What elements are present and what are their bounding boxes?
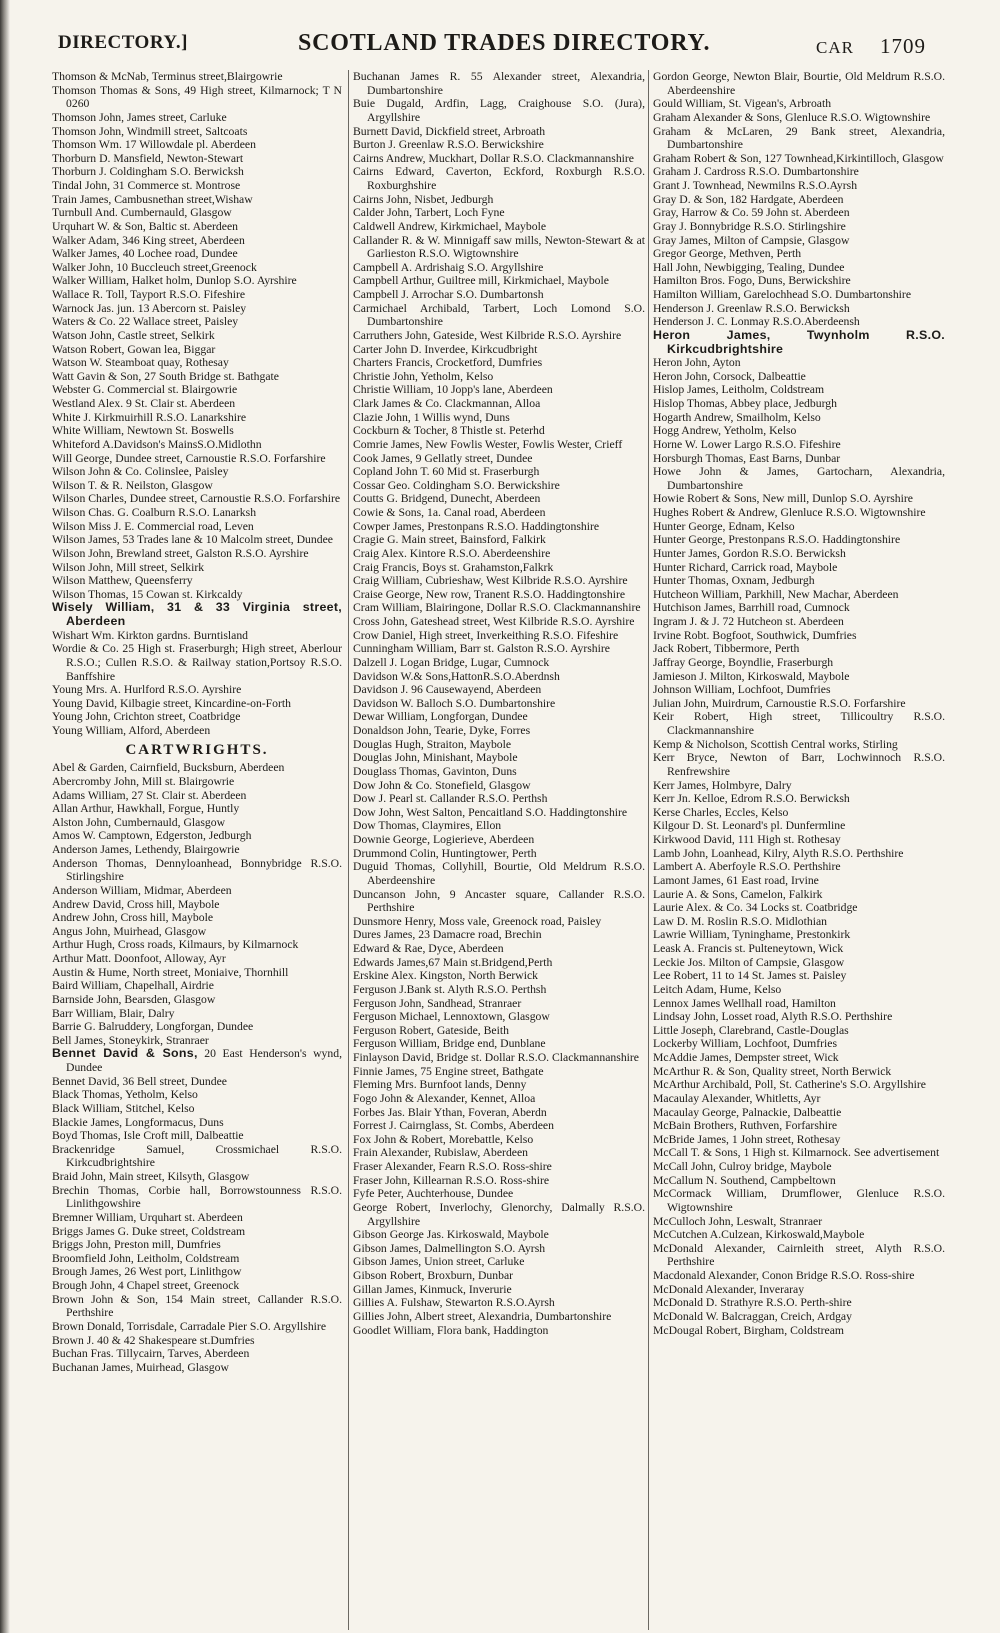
directory-entry: Angus John, Muirhead, Glasgow: [52, 924, 207, 938]
directory-entry: Edwards James,67 Main st.Bridgend,Perth: [353, 955, 553, 969]
directory-entry: Duguid Thomas, Collyhill, Bourtie, Old Meldrum R.S.O. Aberdeenshire: [353, 860, 645, 887]
directory-entry: Gibson Robert, Broxburn, Dunbar: [353, 1269, 514, 1282]
directory-entry: Ferguson Robert, Gateside, Beith: [353, 1023, 509, 1037]
directory-entry: McCulloch John, Leswalt, Stranraer: [653, 1214, 823, 1228]
directory-entry: Cockburn & Tocher, 8 Thistle st. Peterhd: [353, 424, 545, 438]
directory-entry: Douglass Thomas, Gavinton, Duns: [353, 764, 517, 778]
directory-entry: Dow John & Co. Stonefield, Glasgow: [353, 778, 531, 792]
directory-entry: Gillies John, Albert street, Alexandria, Dumbartonshire: [353, 1309, 612, 1323]
directory-entry: Campbell Arthur, Guiltree mill, Kirkmichael, Maybole: [353, 274, 609, 288]
directory-entry: Broomfield John, Leitholm, Coldstream: [52, 1251, 240, 1265]
directory-entry: Fox John & Robert, Morebattle, Kelso: [353, 1132, 534, 1146]
directory-entry: Dalzell J. Logan Bridge, Lugar, Cumnock: [353, 655, 550, 669]
directory-entry: Andrew David, Cross hill, Maybole: [52, 897, 220, 911]
directory-entry: Kirkwood David, 111 High st. Rothesay: [653, 833, 841, 846]
directory-entry: Comrie James, New Fowlis Wester, Fowlis Wester, Crieff: [353, 437, 623, 451]
directory-entry: Frain Alexander, Rubislaw, Aberdeen: [353, 1146, 529, 1160]
directory-entry: Henderson J. Greenlaw R.S.O. Berwicksh: [653, 301, 850, 315]
directory-entry: Craig Francis, Boys st. Grahamston,Falkrk: [353, 560, 554, 574]
directory-entry: Thorburn J. Coldingham S.O. Berwicksh: [52, 165, 244, 179]
directory-entry: Duncanson John, 9 Ancaster square, Callander R.S.O. Perthshire: [353, 887, 645, 915]
directory-entry: Cairns Andrew, Muckhart, Dollar R.S.O. Clackmannanshire: [353, 151, 634, 165]
directory-entry: McDonald Alexander, Inveraray: [653, 1282, 805, 1296]
directory-entry: Graham J. Cardross R.S.O. Dumbartonshire: [653, 165, 859, 179]
directory-column-3: [648, 70, 945, 1630]
directory-entry: Graham Robert & Son, 127 Townhead,Kirkintilloch, Glasgow: [653, 151, 944, 165]
directory-entry: Hutcheon William, Parkhill, New Machar, Aberdeen: [653, 587, 899, 601]
directory-entry: Coutts G. Bridgend, Dunecht, Aberdeen: [353, 492, 541, 506]
directory-entry: Watson Robert, Gowan lea, Biggar: [52, 342, 216, 356]
directory-entry: Lockerby William, Lochfoot, Dumfries: [653, 1037, 837, 1051]
directory-entry: Brown John & Son, 154 Main street, Callander R.S.O. Perthshire: [52, 1292, 342, 1320]
directory-entry: McArthur Archibald, Poll, St. Catherine's S.O. Argyllshire: [653, 1078, 926, 1092]
directory-entry: Brough John, 4 Chapel street, Greenock: [52, 1279, 240, 1292]
directory-entry: Christie William, 10 Jopp's lane, Aberdeen: [353, 383, 553, 397]
directory-entry: Brough James, 26 West port, Linlithgow: [52, 1265, 242, 1279]
directory-entry: Waters & Co. 22 Wallace street, Paisley: [52, 315, 239, 329]
directory-entry: White William, Newtown St. Boswells: [52, 424, 234, 438]
directory-entry: Turnbull And. Cumbernauld, Glasgow: [52, 206, 232, 220]
directory-entry: Anderson James, Lethendy, Blairgowrie: [52, 843, 240, 856]
directory-entry: Wilson John, Brewland street, Galston R.S.O. Ayrshire: [52, 546, 309, 560]
directory-entry: Gray J. Bonnybridge R.S.O. Stirlingshire: [653, 219, 846, 233]
directory-entry: Barr William, Blair, Dalry: [52, 1006, 175, 1020]
directory-entry: Hunter Richard, Carrick road, Maybole: [653, 560, 838, 574]
directory-entry: Wilson Matthew, Queensferry: [52, 574, 193, 588]
directory-entry: Abel & Garden, Cairnfield, Bucksburn, Aberdeen: [52, 761, 285, 775]
directory-entry: Drummond Colin, Huntingtower, Perth: [353, 846, 537, 860]
directory-entry: Douglas John, Minishant, Maybole: [353, 751, 518, 765]
directory-entry: Dow Thomas, Claymires, Ellon: [353, 819, 502, 833]
directory-entry: Kerr Jn. Kelloe, Edrom R.S.O. Berwicksh: [653, 792, 850, 806]
directory-entry: McArthur R. & Son, Quality street, North Berwick: [653, 1064, 892, 1078]
directory-entry: Laurie Alex. & Co. 34 Locks st. Coatbridge: [653, 901, 858, 915]
directory-entry: Gordon George, Newton Blair, Bourtie, Old Meldrum R.S.O. Aberdeenshire: [653, 70, 945, 97]
directory-entry: Horsburgh Thomas, East Barns, Dunbar: [653, 451, 841, 465]
directory-entry: Thorburn D. Mansfield, Newton-Stewart: [52, 151, 244, 165]
directory-entry: Fleming Mrs. Burnfoot lands, Denny: [353, 1078, 527, 1092]
directory-entry: Dunsmore Henry, Moss vale, Greenock road, Paisley: [353, 914, 602, 928]
directory-entry: Bell James, Stoneykirk, Stranraer: [52, 1033, 209, 1047]
page-number: 1709: [880, 34, 926, 58]
directory-entry: Hislop Thomas, Abbey place, Jedburgh: [653, 397, 837, 410]
directory-entry: Clazie John, 1 Willis wynd, Duns: [353, 410, 510, 424]
directory-entry: Thomson Thomas & Sons, 49 High street, Kilmarnock; T N 0260: [52, 83, 342, 111]
directory-entry: Donaldson John, Tearie, Dyke, Forres: [353, 724, 531, 737]
directory-entry: Lennox James Wellhall road, Hamilton: [653, 996, 836, 1010]
directory-entry: Finnie James, 75 Engine street, Bathgate: [353, 1064, 544, 1078]
directory-entry: Wishart Wm. Kirkton gardns. Burntisland: [52, 628, 249, 642]
directory-entry: Wilson Miss J. E. Commercial road, Leven: [52, 519, 254, 533]
directory-entry: Hogarth Andrew, Smailholm, Kelso: [653, 410, 821, 424]
directory-entry: Westland Alex. 9 St. Clair st. Aberdeen: [52, 397, 236, 410]
directory-entry: Watt Gavin & Son, 27 South Bridge st. Bathgate: [52, 369, 279, 383]
directory-entry: Warnock Jas. jun. 13 Abercorn st. Paisley: [52, 301, 247, 315]
directory-entry: McBride James, 1 John street, Rothesay: [653, 1132, 841, 1146]
directory-entry: Hogg Andrew, Yetholm, Kelso: [653, 424, 797, 438]
directory-entry: Hunter James, Gordon R.S.O. Berwicksh: [653, 546, 846, 560]
directory-entry: McCutchen A.Culzean, Kirkoswald,Maybole: [653, 1228, 865, 1242]
directory-entry: Walker James, 40 Lochee road, Dundee: [52, 247, 238, 261]
directory-entry: Copland John T. 60 Mid st. Fraserburgh: [353, 465, 540, 479]
directory-entry: Webster G. Commercial st. Blairgowrie: [52, 383, 238, 397]
directory-entry: Black William, Stitchel, Kelso: [52, 1101, 195, 1115]
directory-entry: Finlayson David, Bridge st. Dollar R.S.O. Clackmannanshire: [353, 1051, 639, 1064]
directory-entry: Dewar William, Longforgan, Dundee: [353, 710, 528, 724]
directory-entry: Julian John, Muirdrum, Carnoustie R.S.O. Forfarshire: [653, 696, 906, 710]
directory-entry: Ferguson William, Bridge end, Dunblane: [353, 1037, 546, 1051]
directory-entry: Jack Robert, Tibbermore, Perth: [653, 642, 800, 656]
directory-entry: Downie George, Logierieve, Aberdeen: [353, 833, 535, 846]
directory-entry: Leckie Jos. Milton of Campsie, Glasgow: [653, 955, 845, 969]
directory-entry: Baird William, Chapelhall, Airdrie: [52, 979, 214, 993]
directory-entry: Young William, Alford, Aberdeen: [52, 724, 211, 737]
directory-entry: Brown Donald, Torrisdale, Carradale Pier S.O. Argyllshire: [52, 1319, 327, 1333]
directory-entry: Abercromby John, Mill st. Blairgowrie: [52, 774, 235, 788]
directory-entry: Charters Francis, Crocketford, Dumfries: [353, 356, 543, 370]
directory-entry: Crow Daniel, High street, Inverkeithing R.S.O. Fifeshire: [353, 628, 619, 642]
directory-entry: Heron John, Ayton: [653, 356, 741, 370]
directory-entry: McCall T. & Sons, 1 High st. Kilmarnock. See advertisement: [653, 1146, 940, 1160]
directory-entry: Laurie A. & Sons, Camelon, Falkirk: [653, 887, 823, 901]
directory-entry: McCallum N. Southend, Campbeltown: [653, 1173, 836, 1187]
directory-entry: Brown J. 40 & 42 Shakespeare st.Dumfries: [52, 1333, 255, 1347]
directory-entry: Campbell A. Ardrishaig S.O. Argyllshire: [353, 260, 544, 274]
directory-entry: Arthur Matt. Doonfoot, Alloway, Ayr: [52, 952, 226, 965]
directory-entry: Davidson J. 96 Causewayend, Aberdeen: [353, 683, 542, 697]
directory-entry: Cairns John, Nisbet, Jedburgh: [353, 192, 494, 206]
directory-entry: Dow John, West Salton, Pencaitland S.O. Haddingtonshire: [353, 805, 628, 819]
directory-entry: Craise George, New row, Tranent R.S.O. Haddingtonshire: [353, 587, 626, 601]
directory-entry: McDonald W. Balcraggan, Creich, Ardgay: [653, 1309, 852, 1323]
directory-entry: Burnett David, Dickfield street, Arbroath: [353, 124, 546, 138]
directory-entry: Watson W. Steamboat quay, Rothesay: [52, 356, 229, 370]
directory-entry: Buie Dugald, Ardfin, Lagg, Craighouse S.O. (Jura), Argyllshire: [353, 97, 645, 124]
directory-entry: Carter John D. Inverdee, Kirkcudbright: [353, 342, 538, 356]
directory-entry: White J. Kirkmuirhill R.S.O. Lanarkshire: [52, 410, 247, 424]
directory-entry: Thomson & McNab, Terminus street,Blairgowrie: [52, 70, 283, 83]
directory-entry: Grant J. Townhead, Newmilns R.S.O.Ayrsh: [653, 179, 858, 192]
directory-entry: Callander R. & W. Minnigaff saw mills, Newton-Stewart & at Garlieston R.S.O. Wigtownshire: [353, 233, 645, 261]
directory-entry: Wilson T. & R. Neilston, Glasgow: [52, 478, 213, 492]
directory-entry: Cunningham William, Barr st. Galston R.S.O. Ayrshire: [353, 642, 610, 656]
directory-entry: Gillies A. Fulshaw, Stewarton R.S.O.Ayrsh: [353, 1296, 555, 1310]
directory-entry: Davidson W.& Sons,HattonR.S.O.Aberdnsh: [353, 669, 560, 683]
directory-entry: Caldwell Andrew, Kirkmichael, Maybole: [353, 219, 547, 233]
directory-entry: Wilson John, Mill street, Selkirk: [52, 560, 205, 574]
directory-entry: Cram William, Blairingone, Dollar R.S.O. Clackmannanshire: [353, 601, 641, 615]
directory-entry: Jaffray George, Boyndlie, Fraserburgh: [653, 655, 834, 669]
header-title: SCOTLAND TRADES DIRECTORY.: [298, 30, 711, 56]
directory-entry: Wordie & Co. 25 High st. Fraserburgh; High street, Aberlour R.S.O.; Cullen R.S.O. & Railway station,Portsoy R.S.O. Banffshire: [52, 642, 342, 683]
directory-entry: Wilson James, 53 Trades lane & 10 Malcolm street, Dundee: [52, 533, 333, 547]
directory-entry: Goodlet William, Flora bank, Haddington: [353, 1323, 549, 1337]
directory-entry: Ferguson John, Sandhead, Stranraer: [353, 996, 522, 1010]
directory-entry: Leask A. Francis st. Pulteneytown, Wick: [653, 942, 844, 955]
directory-entry: Walker Adam, 346 King street, Aberdeen: [52, 233, 245, 247]
directory-entry: Davidson W. Balloch S.O. Dumbartonshire: [353, 696, 556, 710]
directory-entry: Erskine Alex. Kingston, North Berwick: [353, 969, 539, 983]
directory-entry: Leitch Adam, Hume, Kelso: [653, 982, 782, 996]
directory-entry: Dures James, 23 Damacre road, Brechin: [353, 928, 542, 942]
directory-entry: Bennet David, 36 Bell street, Dundee: [52, 1074, 227, 1088]
directory-entry: Whiteford A.Davidson's MainsS.O.Midlothn: [52, 437, 262, 451]
directory-entry: Christie John, Yetholm, Kelso: [353, 369, 494, 383]
directory-entry: Ferguson Michael, Lennoxtown, Glasgow: [353, 1010, 550, 1024]
directory-column-1: [52, 70, 342, 1630]
directory-entry: Boyd Thomas, Isle Croft mill, Dalbeattie: [52, 1129, 244, 1143]
directory-entry: Walker William, Halket holm, Dunlop S.O. Ayrshire: [52, 274, 297, 288]
directory-entry: Gibson James, Dalmellington S.O. Ayrsh: [353, 1241, 546, 1255]
directory-entry: Clark James & Co. Clackmannan, Alloa: [353, 397, 541, 410]
directory-entry: Wilson Thomas, 15 Cowan st. Kirkcaldy: [52, 587, 243, 601]
directory-entry: Edward & Rae, Dyce, Aberdeen: [353, 942, 504, 955]
directory-entry: Gillan James, Kinmuck, Inverurie: [353, 1282, 512, 1296]
directory-entry: Young John, Crichton street, Coatbridge: [52, 710, 241, 724]
directory-entry: Walker John, 10 Buccleuch street,Greenock: [52, 260, 257, 274]
directory-entry: Forrest J. Cairnglass, St. Combs, Aberdeen: [353, 1119, 554, 1133]
directory-entry: Gibson James, Union street, Carluke: [353, 1255, 525, 1269]
directory-entry: Fraser John, Killearnan R.S.O. Ross-shire: [353, 1173, 550, 1187]
directory-entry: McBain Brothers, Ruthven, Forfarshire: [653, 1119, 838, 1133]
directory-entry: Campbell J. Arrochar S.O. Dumbartonsh: [353, 288, 544, 301]
entry-bold-name: Bennet David & Sons,: [52, 1046, 198, 1061]
directory-entry: Hamilton Bros. Fogo, Duns, Berwickshire: [653, 274, 851, 288]
directory-entry: Barrie G. Balruddery, Longforgan, Dundee: [52, 1020, 254, 1034]
directory-entry: Kerr James, Holmbyre, Dalry: [653, 778, 792, 792]
directory-entry: Braid John, Main street, Kilsyth, Glasgow: [52, 1170, 250, 1183]
directory-entry: Urquhart W. & Son, Baltic st. Aberdeen: [52, 219, 238, 233]
directory-entry: Howe John & James, Gartocharn, Alexandria, Dumbartonshire: [653, 465, 945, 492]
header-catchword: CAR: [816, 38, 854, 57]
directory-entry: Burton J. Greenlaw R.S.O. Berwickshire: [353, 138, 544, 152]
directory-entry: Brackenridge Samuel, Crossmichael R.S.O. Kirkcudbrightshire: [52, 1142, 342, 1170]
directory-entry: Wallace R. Toll, Tayport R.S.O. Fifeshire: [52, 288, 246, 301]
directory-entry: Hunter Thomas, Oxnam, Jedburgh: [653, 574, 815, 588]
directory-entry: Buchanan James, Muirhead, Glasgow: [52, 1360, 229, 1374]
directory-entry-bold: Heron James, Twynholm R.S.O. Kirkcudbrightshire: [653, 327, 945, 356]
directory-entry: Andrew John, Cross hill, Maybole: [52, 911, 214, 925]
directory-entry: Barnside John, Bearsden, Glasgow: [52, 992, 216, 1006]
directory-entry: Anderson William, Midmar, Aberdeen: [52, 883, 232, 897]
directory-entry: Arthur Hugh, Cross roads, Kilmaurs, by Kilmarnock: [52, 938, 299, 952]
section-heading: CARTWRIGHTS.: [125, 741, 269, 758]
directory-entry: McDonald Alexander, Cairnleith street, Alyth R.S.O. Perthshire: [653, 1241, 945, 1269]
directory-entry: Heron John, Corsock, Dalbeattie: [653, 369, 806, 383]
directory-entry: McAddie James, Dempster street, Wick: [653, 1051, 839, 1064]
directory-entry: Fogo John & Alexander, Kennet, Alloa: [353, 1091, 536, 1105]
directory-entry: Gray James, Milton of Campsie, Glasgow: [653, 233, 850, 247]
directory-entry: Kemp & Nicholson, Scottish Central works, Stirling: [653, 737, 898, 751]
directory-entry: Hall John, Newbigging, Tealing, Dundee: [653, 260, 845, 274]
directory-entry: Watson John, Castle street, Selkirk: [52, 328, 215, 342]
directory-entry: Law D. M. Roslin R.S.O. Midlothian: [653, 914, 828, 928]
directory-entry: Lee Robert, 11 to 14 St. James st. Paisley: [653, 969, 847, 983]
directory-entry: Calder John, Tarbert, Loch Fyne: [353, 206, 505, 220]
directory-entry: Dow J. Pearl st. Callander R.S.O. Perthsh: [353, 792, 548, 806]
directory-entry: Anderson Thomas, Dennyloanhead, Bonnybridge R.S.O. Stirlingshire: [52, 856, 342, 884]
directory-entry: Lamont James, 61 East road, Irvine: [653, 873, 819, 887]
directory-entry: Macaulay George, Palnackie, Dalbeattie: [653, 1105, 842, 1119]
directory-entry: Lambert A. Aberfoyle R.S.O. Perthshire: [653, 860, 841, 874]
directory-entry: Graham Alexander & Sons, Glenluce R.S.O. Wigtownshire: [653, 110, 931, 124]
directory-entry: Douglas Hugh, Straiton, Maybole: [353, 737, 512, 751]
directory-entry: Briggs John, Preston mill, Dumfries: [52, 1238, 221, 1252]
directory-entry: Allan Arthur, Hawkhall, Forgue, Huntly: [52, 802, 240, 816]
directory-entry: Gray, Harrow & Co. 59 John st. Aberdeen: [653, 206, 850, 220]
directory-entry: Hamilton William, Garelochhead S.O. Dumbartonshire: [653, 288, 912, 301]
directory-entry: Black Thomas, Yetholm, Kelso: [52, 1088, 198, 1102]
directory-entry: Gray D. & Son, 182 Hardgate, Aberdeen: [653, 192, 844, 206]
entry-address: 20 East Henderson's wynd, Dundee: [66, 1047, 342, 1074]
directory-entry: Cowie & Sons, 1a. Canal road, Aberdeen: [353, 506, 546, 519]
directory-entry: Gibson George Jas. Kirkoswald, Maybole: [353, 1228, 549, 1242]
directory-entry: Austin & Hume, North street, Moniaive, Thornhill: [52, 965, 289, 979]
directory-entry: Henderson J. C. Lonmay R.S.O.Aberdeensh: [653, 315, 860, 329]
directory-entry: Hutchison James, Barrhill road, Cumnock: [653, 601, 850, 615]
directory-entry: Graham & McLaren, 29 Bank street, Alexandria, Dumbartonshire: [653, 124, 945, 152]
directory-entry: Alston John, Cumbernauld, Glasgow: [52, 815, 226, 829]
directory-entry: Gregor George, Methven, Perth: [653, 247, 802, 261]
directory-entry: Ferguson J.Bank st. Alyth R.S.O. Perthsh: [353, 982, 547, 996]
directory-entry: Amos W. Camptown, Edgerston, Jedburgh: [52, 829, 252, 843]
directory-entry: Little Joseph, Clarebrand, Castle-Douglas: [653, 1023, 849, 1037]
directory-entry: Irvine Robt. Bogfoot, Southwick, Dumfries: [653, 628, 857, 642]
directory-entry: Wilson John & Co. Colinslee, Paisley: [52, 465, 229, 479]
directory-entry: George Robert, Inverlochy, Glenorchy, Dalmally R.S.O. Argyllshire: [353, 1200, 645, 1228]
header-section-label: DIRECTORY.]: [58, 32, 188, 53]
directory-entry: Young Mrs. A. Hurlford R.S.O. Ayrshire: [52, 683, 242, 697]
directory-entry: Horne W. Lower Largo R.S.O. Fifeshire: [653, 437, 841, 451]
directory-entry: Craig Alex. Kintore R.S.O. Aberdeenshire: [353, 546, 551, 560]
directory-entry: Cowper James, Prestonpans R.S.O. Haddingtonshire: [353, 519, 600, 533]
directory-entry: Hunter George, Prestonpans R.S.O. Haddingtonshire: [653, 533, 901, 547]
directory-entry: Howie Robert & Sons, New mill, Dunlop S.O. Ayrshire: [653, 492, 913, 506]
running-header: [58, 30, 950, 60]
directory-entry: Lawrie William, Tyninghame, Prestonkirk: [653, 928, 851, 942]
directory-entry: Tindal John, 31 Commerce st. Montrose: [52, 179, 241, 192]
directory-entry: Fyfe Peter, Auchterhouse, Dundee: [353, 1187, 514, 1201]
directory-entry: Lamb John, Loanhead, Kilry, Alyth R.S.O. Perthshire: [653, 846, 904, 860]
directory-entry: Wilson Chas. G. Coalburn R.S.O. Lanarksh: [52, 506, 257, 519]
directory-entry: Will George, Dundee street, Carnoustie R.S.O. Forfarshire: [52, 451, 326, 465]
directory-entry: Thomson Wm. 17 Willowdale pl. Aberdeen: [52, 138, 256, 152]
directory-entry: Macdonald Alexander, Conon Bridge R.S.O. Ross-shire: [653, 1269, 915, 1282]
directory-entry: Briggs James G. Duke street, Coldstream: [52, 1224, 246, 1238]
directory-entry: Hunter George, Ednam, Kelso: [653, 519, 795, 533]
directory-entry: Thomson John, Windmill street, Saltcoats: [52, 124, 248, 138]
directory-entry: Johnson William, Lochfoot, Dumfries: [653, 683, 831, 697]
page-spine-shadow: [0, 0, 10, 1633]
directory-entry: Kerse Charles, Eccles, Kelso: [653, 805, 789, 819]
directory-entry: Buchan Fras. Tillycairn, Tarves, Aberdeen: [52, 1347, 250, 1361]
directory-entry: Craig William, Cubrieshaw, West Kilbride R.S.O. Ayrshire: [353, 574, 628, 588]
directory-entry: Cook James, 9 Gellatly street, Dundee: [353, 451, 533, 465]
directory-entry: Hughes Robert & Andrew, Glenluce R.S.O. Wigtownshire: [653, 506, 926, 519]
directory-entry: Lindsay John, Losset road, Alyth R.S.O. Perthshire: [653, 1010, 893, 1024]
directory-entry: Cross John, Gateshead street, West Kilbride R.S.O. Ayrshire: [353, 615, 635, 628]
directory-entry: [52, 1047, 342, 1074]
directory-entry: McCormack William, Drumflower, Glenluce R.S.O. Wigtownshire: [653, 1187, 945, 1214]
directory-entry: Cossar Geo. Coldingham S.O. Berwickshire: [353, 478, 560, 492]
directory-entry: Bremner William, Urquhart st. Aberdeen: [52, 1210, 243, 1224]
directory-entry: Ingram J. & J. 72 Hutcheon st. Aberdeen: [653, 615, 844, 628]
directory-entry: Keir Robert, High street, Tillicoultry R.S.O. Clackmannanshire: [653, 710, 945, 737]
directory-entry: Carmichael Archibald, Tarbert, Loch Lomond S.O. Dumbartonshire: [353, 301, 645, 329]
directory-entry: Gould William, St. Vigean's, Arbroath: [653, 97, 832, 111]
directory-entry: Kilgour D. St. Leonard's pl. Dunfermline: [653, 819, 846, 833]
directory-entry: McDougal Robert, Birgham, Coldstream: [653, 1323, 844, 1337]
directory-entry: Kerr Bryce, Newton of Barr, Lochwinnoch R.S.O. Renfrewshire: [653, 751, 945, 778]
directory-entry: Macaulay Alexander, Whitletts, Ayr: [653, 1091, 821, 1105]
directory-entry: Forbes Jas. Blair Ythan, Foveran, Aberdn: [353, 1105, 547, 1119]
directory-entry: McDonald D. Strathyre R.S.O. Perth-shire: [653, 1296, 852, 1310]
directory-entry: Carruthers John, Gateside, West Kilbride R.S.O. Ayrshire: [353, 328, 622, 342]
directory-entry: Cairns Edward, Caverton, Eckford, Roxburgh R.S.O. Roxburghshire: [353, 165, 645, 192]
directory-entry: Jamieson J. Milton, Kirkoswald, Maybole: [653, 669, 850, 683]
directory-entry: Cragie G. Main street, Bainsford, Falkirk: [353, 533, 546, 547]
directory-entry: Adams William, 27 St. Clair st. Aberdeen: [52, 788, 247, 802]
directory-entry: Train James, Cambusnethan street,Wishaw: [52, 192, 253, 206]
directory-entry: Buchanan James R. 55 Alexander street, Alexandria, Dumbartonshire: [353, 70, 645, 97]
directory-entry-bold: Wisely William, 31 & 33 Virginia street, Aberdeen: [52, 600, 342, 628]
directory-entry: Young David, Kilbagie street, Kincardine-on-Forth: [52, 696, 292, 710]
directory-entry: Brechin Thomas, Corbie hall, Borrowstounness R.S.O. Linlithgowshire: [52, 1183, 342, 1211]
directory-entry: McCall John, Culroy bridge, Maybole: [653, 1160, 832, 1173]
directory-entry: Hislop James, Leitholm, Coldstream: [653, 383, 825, 397]
directory-entry: Fraser Alexander, Fearn R.S.O. Ross-shire: [353, 1160, 552, 1173]
directory-column-2: [348, 70, 645, 1630]
directory-entry: Blackie James, Longformacus, Duns: [52, 1115, 224, 1129]
directory-entry: Wilson Charles, Dundee street, Carnoustie R.S.O. Forfarshire: [52, 492, 341, 506]
directory-entry: Thomson John, James street, Carluke: [52, 110, 227, 124]
